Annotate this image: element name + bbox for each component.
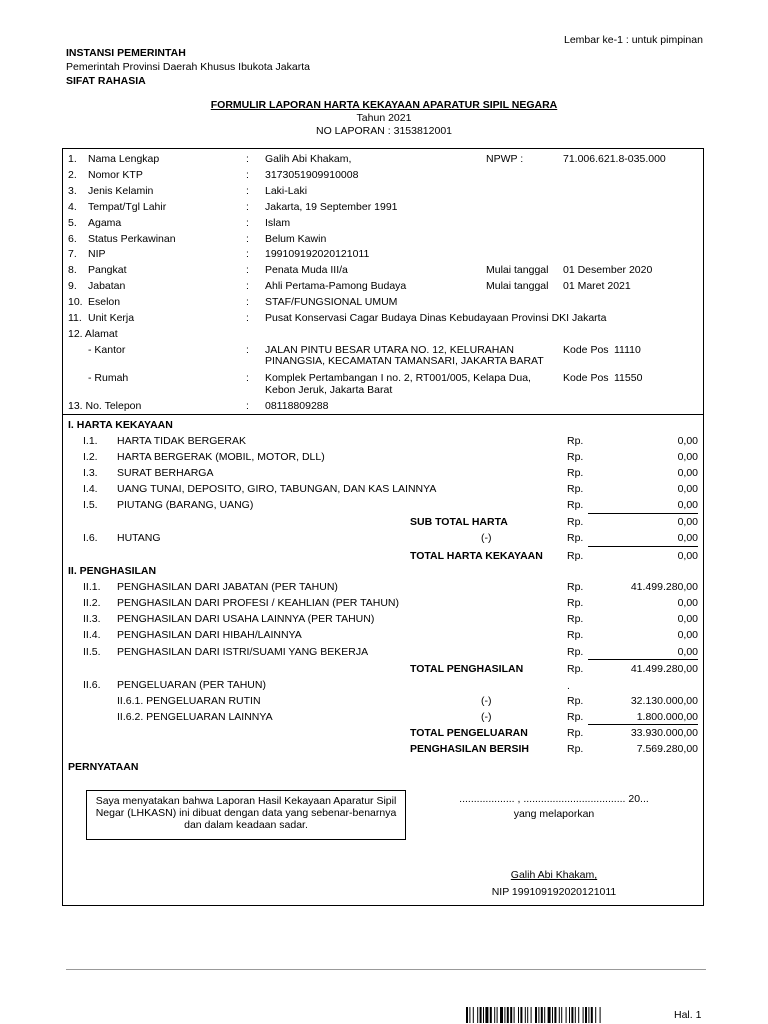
office-address-line1: JALAN PINTU BESAR UTARA NO. 12, KELURAHAN (265, 344, 514, 356)
identity-row-value: Pusat Konservasi Cagar Budaya Dinas Kebudayaan Provinsi DKI Jakarta (265, 312, 607, 324)
identity-row-colon: : (246, 201, 249, 213)
identity-row-colon: : (246, 153, 249, 165)
total-expense-currency: Rp. (567, 727, 584, 739)
office-colon: : (246, 344, 249, 356)
net-income-currency: Rp. (567, 743, 584, 755)
assets-subtotal-currency: Rp. (567, 516, 584, 528)
asset-row-code: I.1. (83, 435, 98, 447)
assets-subtotal-value: 0,00 (677, 516, 698, 528)
npwp-value: 71.006.621.8-035.000 (563, 153, 666, 165)
income-row-label: PENGHASILAN DARI JABATAN (PER TAHUN) (117, 581, 338, 593)
identity-row-label: Jabatan (88, 280, 126, 292)
phone-value: 08118809288 (265, 400, 329, 412)
income-row-value: 0,00 (677, 613, 698, 625)
income-row-value: 0,00 (677, 597, 698, 609)
identity-row-number: 1. (68, 153, 77, 165)
assets-heading: I. HARTA KEKAYAAN (68, 419, 173, 431)
income-row-value: 41.499.280,00 (630, 581, 698, 593)
assets-total-value: 0,00 (677, 550, 698, 562)
asset-row-label: HARTA TIDAK BERGERAK (117, 435, 246, 447)
other-expense-sign: (-) (481, 711, 492, 723)
office-postcode: 11110 (614, 344, 641, 356)
identity-row-colon: : (246, 217, 249, 229)
asset-row-label: PIUTANG (BARANG, UANG) (117, 499, 254, 511)
statement-line3: dan dalam keadaan sadar. (184, 819, 308, 831)
home-label: - Rumah (88, 372, 129, 384)
expense-total-rule (588, 724, 698, 725)
signature-date-line: ................... , ................................... 20... (459, 793, 649, 805)
expense-label: PENGELUARAN (PER TAHUN) (117, 679, 266, 691)
classification: SIFAT RAHASIA (66, 75, 146, 87)
phone-label: 13. No. Telepon (68, 400, 142, 412)
office-postcode-label: Kode Pos (563, 344, 609, 356)
asset-row-value: 0,00 (677, 451, 698, 463)
income-heading: II. PENGHASILAN (68, 565, 157, 577)
asset-row-label: HARTA BERGERAK (MOBIL, MOTOR, DLL) (117, 451, 325, 463)
income-row-currency: Rp. (567, 597, 584, 609)
income-row-currency: Rp. (567, 581, 584, 593)
income-row-code: II.3. (83, 613, 101, 625)
debt-value: 0,00 (677, 532, 698, 544)
net-income-value: 7.569.280,00 (636, 743, 698, 755)
asset-row-currency: Rp. (567, 435, 584, 447)
identity-row-number: 7. (68, 248, 77, 260)
debt-sign: (-) (481, 532, 492, 544)
identity-row-number: 11. (68, 312, 82, 324)
home-address-line2: Kebon Jeruk, Jakarta Barat (265, 384, 393, 396)
asset-row-label: UANG TUNAI, DEPOSITO, GIRO, TABUNGAN, DAN KAS LAINNYA (117, 483, 437, 495)
report-number: NO LAPORAN : 3153812001 (316, 125, 452, 137)
assets-total-label: TOTAL HARTA KEKAYAAN (410, 550, 543, 562)
asset-row-code: I.3. (83, 467, 98, 479)
total-expense-value: 33.930.000,00 (630, 727, 698, 739)
phone-colon: : (246, 400, 249, 412)
routine-expense-sign: (-) (481, 695, 492, 707)
income-row-label: PENGHASILAN DARI USAHA LAINNYA (PER TAHUN) (117, 613, 375, 625)
income-row-code: II.2. (83, 597, 101, 609)
identity-row-colon: : (246, 233, 249, 245)
identity-row-value: Penata Muda III/a (265, 264, 348, 276)
home-postcode: 11550 (614, 372, 643, 384)
income-row-currency: Rp. (567, 613, 584, 625)
asset-row-label: SURAT BERHARGA (117, 467, 214, 479)
identity-row-number: 8. (68, 264, 77, 276)
identity-row-colon: : (246, 248, 249, 260)
income-row-code: II.1. (83, 581, 101, 593)
income-row-label: PENGHASILAN DARI PROFESI / KEAHLIAN (PER TAHUN) (117, 597, 400, 609)
asset-row-value: 0,00 (677, 499, 698, 511)
assets-total-rule (588, 546, 698, 547)
asset-row-currency: Rp. (567, 499, 584, 511)
asset-row-value: 0,00 (677, 435, 698, 447)
identity-row-label: Nama Lengkap (88, 153, 160, 165)
other-expense-currency: Rp. (567, 711, 584, 723)
identity-row-number: 2. (68, 169, 77, 181)
income-total-label: TOTAL PENGHASILAN (410, 663, 524, 675)
expense-dot: . (567, 680, 570, 692)
asset-row-currency: Rp. (567, 483, 584, 495)
identity-row-number: 9. (68, 280, 77, 292)
assets-subtotal-label: SUB TOTAL HARTA (410, 516, 508, 528)
statement-heading: PERNYATAAN (68, 761, 139, 773)
identity-row-number: 5. (68, 217, 77, 229)
form-year: Tahun 2021 (356, 112, 412, 124)
income-total-rule (588, 659, 698, 660)
signer-nip: NIP 199109192020121011 (491, 886, 617, 898)
jabatan-since-label: Mulai tanggal (486, 280, 549, 292)
identity-row-colon: : (246, 312, 249, 324)
asset-row-currency: Rp. (567, 467, 584, 479)
identity-row-number: 3. (68, 185, 77, 197)
statement-line2: Negar (LHKASN) ini dibuat dengan data yang sebenar-benarnya (95, 807, 397, 819)
assets-subtotal-rule (588, 513, 698, 514)
npwp-label: NPWP : (486, 153, 524, 165)
identity-row-value: Galih Abi Khakam, (265, 153, 352, 165)
identity-row-value: Islam (265, 217, 291, 229)
asset-row-code: I.5. (83, 499, 98, 511)
identity-row-value: Ahli Pertama-Pamong Budaya (265, 280, 407, 292)
debt-currency: Rp. (567, 532, 584, 544)
home-postcode-label: Kode Pos (563, 372, 609, 384)
home-address-line1: Komplek Pertambangan I no. 2, RT001/005, Kelapa Dua, (265, 372, 531, 384)
barcode-image (466, 1007, 660, 1023)
signer-name: Galih Abi Khakam, (510, 869, 598, 881)
asset-row-value: 0,00 (677, 483, 698, 495)
reporter-label: yang melaporkan (513, 808, 595, 820)
asset-row-code: I.4. (83, 483, 98, 495)
form-title: FORMULIR LAPORAN HARTA KEKAYAAN APARATUR SIPIL NEGARA (210, 99, 558, 111)
identity-row-label: Status Perkawinan (88, 233, 176, 245)
net-income-label: PENGHASILAN BERSIH (410, 743, 530, 755)
asset-row-value: 0,00 (677, 467, 698, 479)
identity-row-value: 3173051909910008 (265, 169, 359, 181)
identity-row-value: Laki-Laki (265, 185, 308, 197)
debt-code: I.6. (83, 532, 98, 544)
identity-row-number: 10. (68, 296, 83, 308)
identity-row-colon: : (246, 169, 249, 181)
asset-row-currency: Rp. (567, 451, 584, 463)
income-row-currency: Rp. (567, 646, 584, 658)
agency-name: Pemerintah Provinsi Daerah Khusus Ibukota Jakarta (66, 61, 310, 73)
identity-row-value: Jakarta, 19 September 1991 (265, 201, 398, 213)
home-colon: : (246, 372, 249, 384)
other-expense-value: 1.800.000,00 (636, 711, 698, 723)
agency-label: INSTANSI PEMERINTAH (66, 47, 186, 59)
identity-row-colon: : (246, 264, 249, 276)
total-expense-label: TOTAL PENGELUARAN (410, 727, 528, 739)
page-number: Hal. 1 (674, 1009, 702, 1021)
identity-row-label: Nomor KTP (88, 169, 143, 181)
identity-row-number: 4. (68, 201, 77, 213)
identity-row-label: Tempat/Tgl Lahir (88, 201, 167, 213)
income-row-label: PENGHASILAN DARI ISTRI/SUAMI YANG BEKERJA (117, 646, 369, 658)
expense-code: II.6. (83, 679, 101, 691)
identity-row-colon: : (246, 280, 249, 292)
office-label: - Kantor (88, 344, 126, 356)
identity-row-number: 6. (68, 233, 77, 245)
sheet-note: Lembar ke-1 : untuk pimpinan (564, 34, 703, 46)
identity-row-label: NIP (88, 248, 106, 260)
income-row-label: PENGHASILAN DARI HIBAH/LAINNYA (117, 629, 302, 641)
routine-expense-value: 32.130.000,00 (630, 695, 698, 707)
identity-row-label: Jenis Kelamin (88, 185, 154, 197)
other-expense-label: II.6.2. PENGELUARAN LAINNYA (117, 711, 273, 723)
identity-row-label: Pangkat (88, 264, 127, 276)
income-row-currency: Rp. (567, 629, 584, 641)
identity-row-value: Belum Kawin (265, 233, 327, 245)
footer-divider (66, 969, 706, 970)
income-row-value: 0,00 (677, 629, 698, 641)
identity-row-value: 199109192020121011 (265, 248, 370, 260)
income-total-currency: Rp. (567, 663, 584, 675)
identity-row-label: Eselon (88, 296, 121, 308)
routine-expense-label: II.6.1. PENGELUARAN RUTIN (117, 695, 261, 707)
pangkat-since-value: 01 Desember 2020 (563, 264, 653, 276)
identity-row-colon: : (246, 296, 249, 308)
income-row-code: II.4. (83, 629, 101, 641)
address-label: 12. Alamat (68, 328, 118, 340)
identity-row-value: STAF/FUNGSIONAL UMUM (265, 296, 398, 308)
statement-line1: Saya menyatakan bahwa Laporan Hasil Kekayaan Aparatur Sipil (95, 795, 397, 807)
income-row-value: 0,00 (677, 646, 698, 658)
routine-expense-currency: Rp. (567, 695, 584, 707)
office-address-line2: PINANGSIA, KECAMATAN TAMANSARI, JAKARTA BARAT (265, 355, 544, 367)
identity-row-colon: : (246, 185, 249, 197)
income-row-code: II.5. (83, 646, 101, 658)
jabatan-since-value: 01 Maret 2021 (563, 280, 631, 292)
identity-row-label: Unit Kerja (88, 312, 135, 324)
income-total-value: 41.499.280,00 (630, 663, 698, 675)
debt-label: HUTANG (117, 532, 161, 544)
pangkat-since-label: Mulai tanggal (486, 264, 549, 276)
identity-row-label: Agama (88, 217, 122, 229)
assets-total-currency: Rp. (567, 550, 584, 562)
asset-row-code: I.2. (83, 451, 98, 463)
